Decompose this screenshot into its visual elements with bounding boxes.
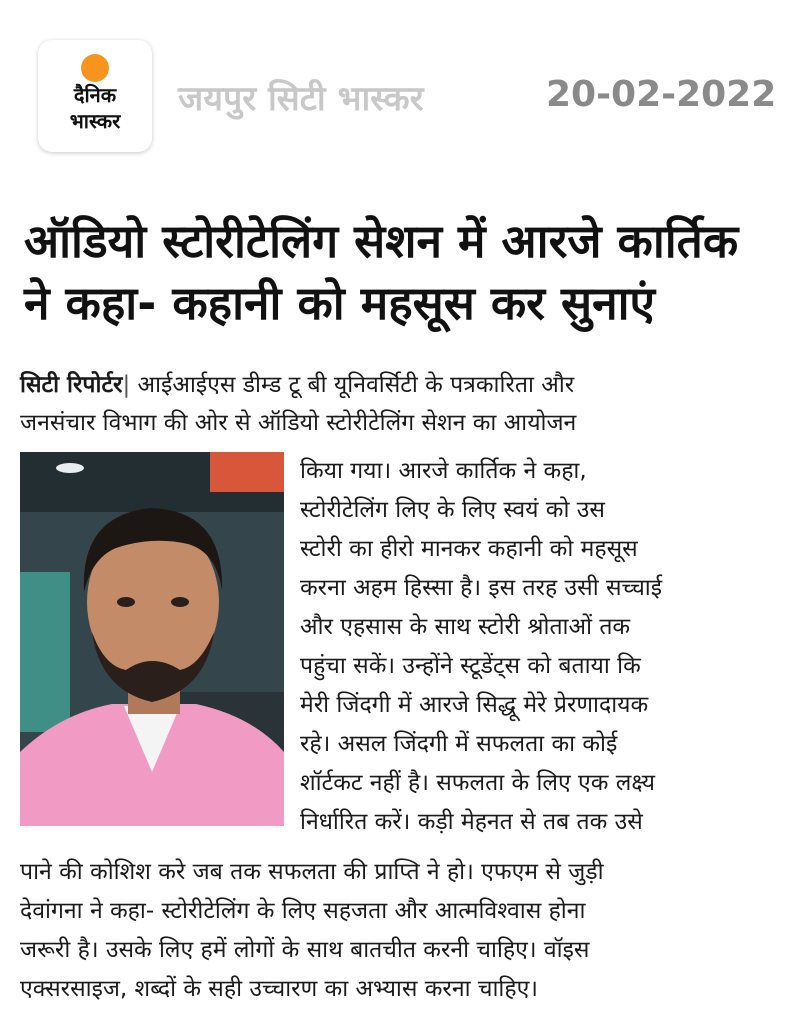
column-line: निर्धारित करें। कड़ी मेहनत से तब तक उसे xyxy=(300,809,643,835)
column-line: स्टोरी का हीरो मानकर कहानी को महसूस xyxy=(300,536,638,562)
intro-line: जनसंचार विभाग की ओर से ऑडियो स्टोरीटेलिंग सेशन का आयोजन xyxy=(20,410,577,436)
logo-text-line1: दैनिक xyxy=(73,83,117,107)
edition-name: जयपुर सिटी भास्कर xyxy=(178,79,424,119)
publication-date: 20-02-2022 xyxy=(546,74,777,115)
intro-text: आईआईएस डीम्ड टू बी यूनिवर्सिटी के पत्रकारिता और xyxy=(137,372,575,398)
body-line: पाने की कोशिश करे जब तक सफलता की प्राप्ति ने हो। एफएम से जुड़ी xyxy=(20,859,604,885)
sun-icon xyxy=(81,54,109,82)
column-line: स्टोरीटेलिंग लिए के लिए स्वयं को उस xyxy=(300,497,605,523)
intro-line xyxy=(20,368,772,403)
byline: सिटी रिपोर्टर xyxy=(20,372,123,398)
column-line: करना अहम हिस्सा है। इस तरह उसी सच्चाई xyxy=(300,575,663,601)
body-line: जरूरी है। उसके लिए हमें लोगों के साथ बातचीत करनी चाहिए। वॉइस xyxy=(20,937,590,963)
column-line: मेरी जिंदगी में आरजे सिद्धू मेरे प्रेरणादायक xyxy=(300,692,649,718)
headline-line: ने कहा- कहानी को महसूस कर सुनाएं xyxy=(24,276,655,330)
portrait-illustration xyxy=(20,452,284,826)
column-line: शॉर्टकट नहीं है। सफलता के लिए एक लक्ष्य xyxy=(300,770,655,796)
column-line: रहे। असल जिंदगी में सफलता का कोई xyxy=(300,731,618,757)
column-line: पहुंचा सकें। उन्होंने स्टूडेंट्स को बताया कि xyxy=(300,653,641,679)
byline-separator: | xyxy=(122,372,131,398)
headline-line: ऑडियो स्टोरीटेलिंग सेशन में आरजे कार्तिक xyxy=(24,214,739,268)
column-line: किया गया। आरजे कार्तिक ने कहा, xyxy=(300,458,587,484)
dainik-bhaskar-logo xyxy=(38,40,152,152)
reporter-photo xyxy=(20,452,284,826)
article-body-bottom xyxy=(20,853,772,1009)
body-line: देवांगना ने कहा- स्टोरीटेलिंग के लिए सहजता और आत्मविश्वास होना xyxy=(20,898,586,924)
logo-text-line2: भास्कर xyxy=(69,109,121,133)
masthead xyxy=(0,0,792,180)
article-column xyxy=(300,452,772,842)
article-headline xyxy=(24,210,774,334)
column-line: और एहसास के साथ स्टोरी श्रोताओं तक xyxy=(300,614,631,640)
body-line: एक्सरसाइज, शब्दों के सही उच्चारण का अभ्यास करना चाहिए। xyxy=(20,976,539,1002)
